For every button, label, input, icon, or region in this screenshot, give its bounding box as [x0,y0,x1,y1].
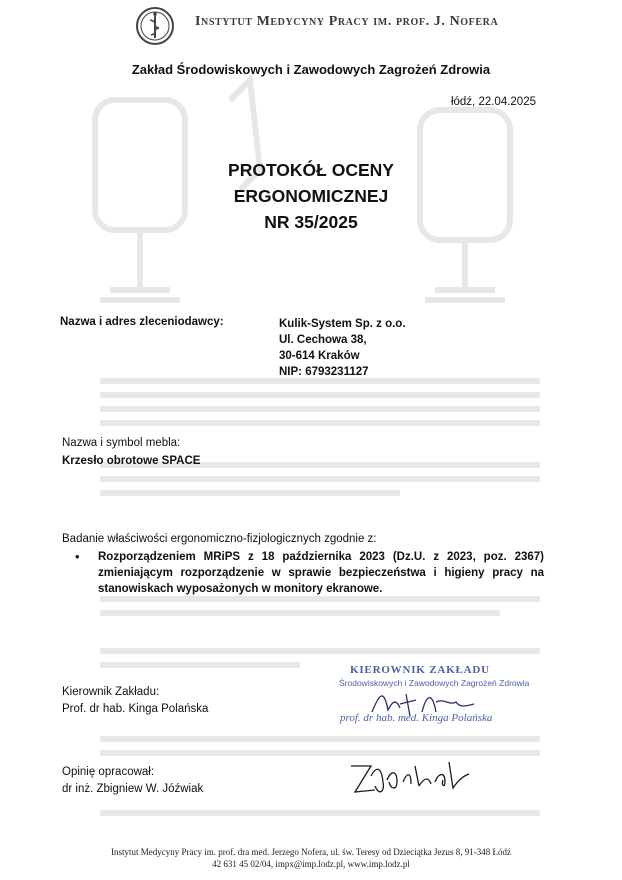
author-name: dr inż. Zbigniew W. Jóźwiak [62,783,204,795]
bullet-icon: • [75,549,80,564]
client-city: 30-614 Kraków [279,350,360,362]
item-label: Nazwa i symbol mebla: [62,437,181,449]
title-line-2: ERGONOMICZNEJ [233,186,389,206]
footer-contact: 42 631 45 02/04, impx@imp.lodz.pl, www.imp.lodz.pl [212,858,410,869]
stamp-name: prof. dr hab. med. Kinga Polańska [340,712,493,724]
client-label: Nazwa i adres zleceniodawcy: [60,316,224,328]
title-line-3: NR 35/2025 [264,212,358,232]
place-date: łódź, 22.04.2025 [450,96,536,108]
footer-address: Instytut Medycyny Pracy im. prof. dra med. Jerzego Nofera, ul. św. Teresy od Dzieciątka Jezus 8, 91-348 Łódź [110,847,511,857]
institute-name: Instytut Medycyny Pracy im. prof. J. Nofera [195,14,499,29]
department-name: Zakład Środowiskowych i Zawodowych Zagrożeń Zdrowia [131,62,491,77]
title-line-1: PROTOKÓŁ OCENY [228,160,394,180]
client-street: Ul. Cechowa 38, [279,334,367,346]
footer [0,847,622,870]
client-nip: NIP: 6793231127 [279,366,369,378]
author-signature [345,752,475,802]
author-role: Opinię opracował: [62,766,155,778]
document-title [0,157,622,235]
stamp-title: KIEROWNIK ZAKŁADU [350,664,490,676]
client-address [279,316,406,380]
head-name: Prof. dr hab. Kinga Polańska [62,703,209,715]
item-value: Krzesło obrotowe SPACE [62,455,201,467]
regulation-text: Rozporządzeniem MRiPS z 18 października 2023 (Dz.U. z 2023, poz. 2367) zmieniającym rozporządzenie w sprawie bezpieczeństwa i higieny pracy na stanowiskach wyposażonych w monitory ekranowe. [98,551,544,595]
stamp-department: Środowiskowych i Zawodowych Zagrożeń Zdrowia [339,678,530,688]
head-role: Kierownik Zakładu: [62,686,160,698]
study-intro: Badanie właściwości ergonomiczno-fizjologicznych zgodnie z: [62,533,377,545]
client-name: Kulik-System Sp. z o.o. [279,318,406,330]
institute-logo-icon [135,6,175,46]
